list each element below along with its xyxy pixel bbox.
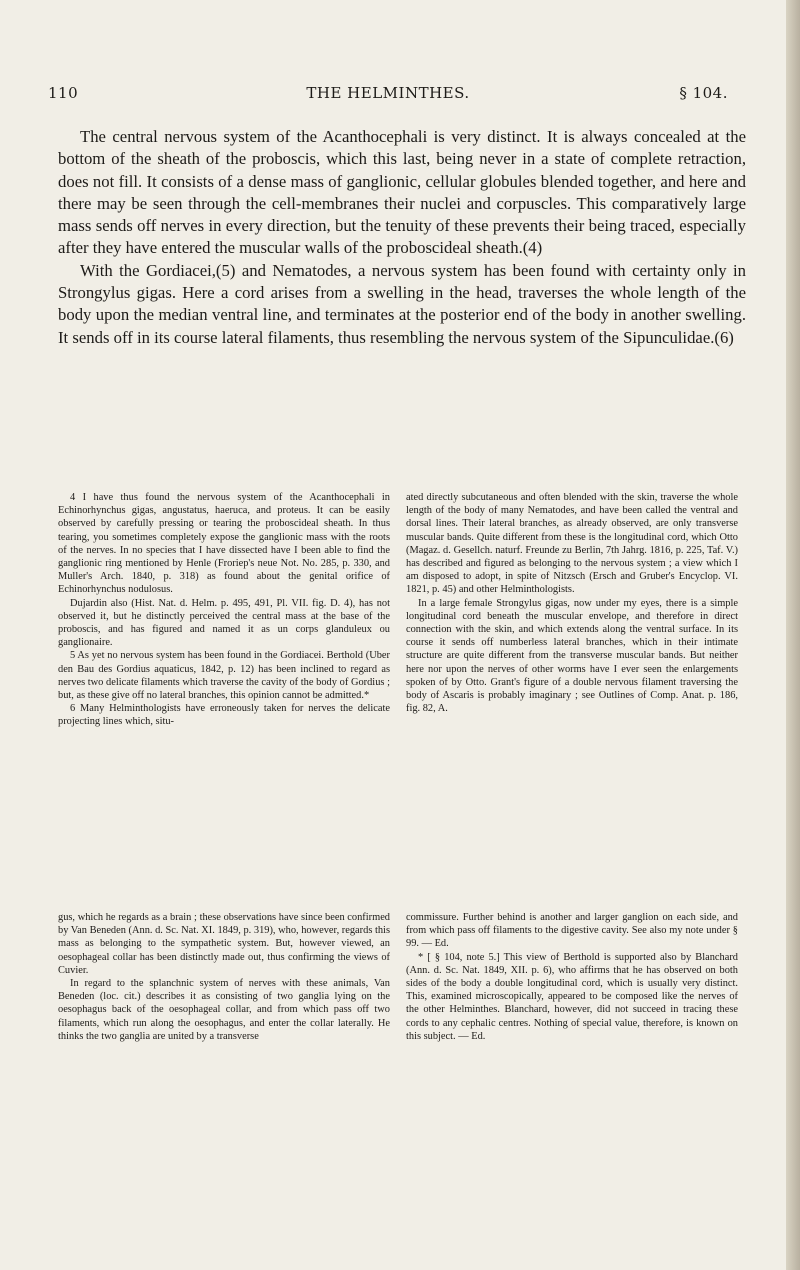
running-header: [48, 84, 728, 106]
footnote-paragraph: gus, which he regards as a brain ; these observations have since been confirmed by Van Beneden (Ann. d. Sc. Nat. XI. 1849, p. 319), who, however, regards this mass as belonging to the sympathetic system. But, however viewed, an oesophageal collar has been distinctly made out, thus confirming the views of Cuvier.: [58, 912, 390, 976]
footnote-paragraph: 6 Many Helminthologists have erroneously taken for nerves the delicate projecting lines which, situ-: [58, 703, 390, 728]
footnotes-bottom-left: [58, 911, 390, 1043]
page-number: 110: [48, 84, 79, 102]
footnotes-top-left: [58, 491, 390, 729]
footnote-paragraph: * [ § 104, note 5.] This view of Berthold is supported also by Blanchard (Ann. d. Sc. Nat. 1849, XII. p. 6), who affirms that he has observed on both sides of the body a double longitudinal cord, which is usually very distinct. This, examined microscopically, appeared to be composed like the nerves of the other Helminthes. Blanchard, however, did not succeed in tracing these cords to any cephalic centres. Nothing of special value, therefore, is known on this subject. — Ed.: [406, 951, 738, 1042]
footnote-paragraph: Dujardin also (Hist. Nat. d. Helm. p. 495, 491, Pl. VII. fig. D. 4), has not observed it, but he distinctly perceived the central mass at the base of the proboscis, and has figured and named it as un corps glanduleux ou ganglionaire.: [58, 597, 390, 649]
footnote-paragraph: ated directly subcutaneous and often blended with the skin, traverse the whole length of the body of many Nematodes, and have been called the ventral and dorsal lines. Their lateral branches, as already observed, are only transverse muscular bands. Quite different from these is the longitudinal cord, which Otto (Magaz. d. Gesellch. naturf. Freunde zu Berlin, 7th Jahrg. 1816, p. 225, Taf. V.) has described and figured as belonging to the nervous system ; a view which I am disposed to adopt, in spite of Nitzsch (Ersch and Gruber's Encyclop. VI. 1821, p. 45) and other Helminthologists.: [406, 492, 738, 596]
main-paragraph: The central nervous system of the Acanthocephali is very distinct. It is always concealed at the bottom of the sheath of the proboscis, which this last, being never in a state of complete retraction, does not fill. It consists of a dense mass of ganglionic, cellular globules blended together, and here and there may be seen through the cell-membranes their nuclei and corpuscles. This comparatively large mass sends off nerves in every direction, but the tenuity of these prevents their being traced, especially after they have entered the muscular walls of the proboscideal sheath.(4): [58, 127, 746, 258]
footnote-paragraph: In regard to the splanchnic system of nerves with these animals, Van Beneden (loc. cit.) describes it as consisting of two ganglia lying on the oesophagus back of the oesophageal collar, and from which pass off two filaments, which run along the oesophagus, and enter the collar laterally. He thinks the two ganglia are united by a transverse: [58, 978, 390, 1042]
footnotes-bottom-right: [406, 911, 738, 1043]
section-marker: § 104.: [679, 84, 728, 102]
footnote-paragraph: In a large female Strongylus gigas, now under my eyes, there is a simple longitudinal cord beneath the muscular envelope, and therefore in direct connection with the skin, and which extends along the ventral surface. In its course it sends off numberless lateral branches, which in their intimate structure are quite different from the transverse muscular bands. But neither here nor upon the nerves of other worms have I ever seen the enlargements spoken of by Otto. Grant's figure of a double nervous filament traversing the body of Ascaris is probably imaginary ; see Outlines of Comp. Anat. p. 186, fig. 82, A.: [406, 597, 738, 715]
main-paragraph: With the Gordiacei,(5) and Nematodes, a nervous system has been found with certainty only in Strongylus gigas. Here a cord arises from a swelling in the head, traverses the whole length of the body upon the median ventral line, and terminates at the posterior end of the body in another swelling. It sends off in its course lateral filaments, thus resembling the nervous system of the Sipunculidae.(6): [58, 260, 746, 347]
page-edge: [786, 0, 800, 1270]
main-text: [58, 126, 746, 349]
footnote-paragraph: 5 As yet no nervous system has been found in the Gordiacei. Berthold (Uber den Bau des Gordius aquaticus, 1842, p. 12) has been inclined to regard as nerves two delicate filaments which traverse the cavity of the body of Gordius ; but, as these give off no lateral branches, this opinion cannot be admitted.*: [58, 650, 390, 702]
running-title: THE HELMINTHES.: [306, 84, 470, 102]
footnote-paragraph: 4 I have thus found the nervous system of the Acanthocephali in Echinorhynchus gigas, angustatus, haeruca, and proteus. It can be easily observed by carefully pressing or tearing the proboscideal sheath. In thus tearing, you sometimes completely expose the ganglionic mass with the roots of the nerves. In no species that I have dissected have I been able to find the ganglionic ring mentioned by Henle (Froriep's neue Not. No. 285, p. 330, and Muller's Arch. 1840, p. 318) as found about the genital orifice of Echinorhynchus nodulosus.: [58, 492, 390, 596]
footnotes-top-right: [406, 491, 738, 715]
footnote-paragraph: commissure. Further behind is another and larger ganglion on each side, and from which pass off filaments to the digestive cavity. See also my note under § 99. — Ed.: [406, 912, 738, 950]
